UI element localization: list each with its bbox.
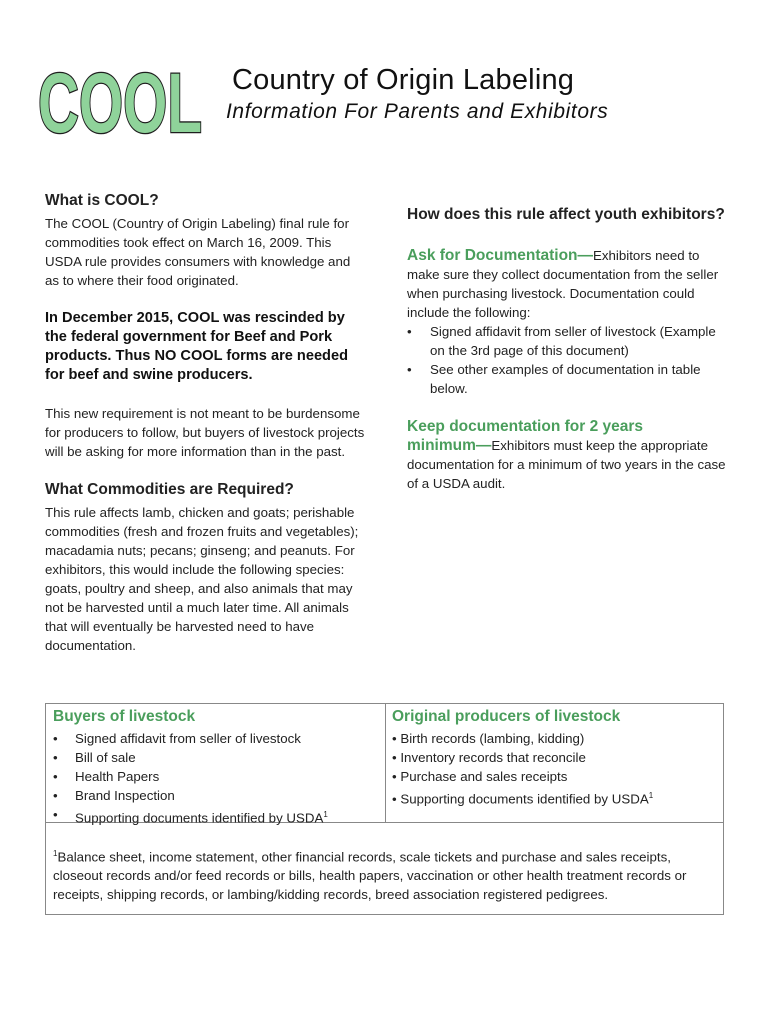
buyers-list [53, 729, 378, 827]
rescinded-notice: In December 2015, COOL was rescinded by the federal government for Beef and Pork products. Thus NO COOL forms are needed for beef and swine producers. [45, 310, 349, 383]
keep-documentation-label: Keep documentation for 2 years [407, 418, 644, 435]
documentation-table [45, 703, 724, 915]
keep-documentation-body: Exhibitors must keep the appropriate documentation for a minimum of two years in the case of a USDA audit. [407, 438, 726, 491]
footnote-mark: 1 [53, 849, 58, 858]
footnote [53, 844, 718, 904]
commodities-heading: What Commodities are Required? [45, 481, 294, 498]
list-item: • Birth records (lambing, kidding) [392, 731, 585, 746]
left-column [45, 192, 367, 655]
list-item: • Health Papers [53, 769, 160, 784]
list-item: • See other examples of documentation in table below. [407, 362, 701, 396]
ask-documentation-para [407, 246, 732, 322]
cool-logo [36, 56, 206, 150]
requirement-body: This new requirement is not meant to be burdensome for producers to follow, but buyers of livestock projects will be asking for more information than in the past. [45, 406, 365, 459]
keep-documentation-para [407, 417, 732, 493]
commodities-body: This rule affects lamb, chicken and goats; perishable commodities (fresh and frozen fruits and vegetables); macadamia nuts; pecans; ginseng; and peanuts. For exhibitors, this would include the following species: goats, poultry and sheep, and also animals that may not be harvested until a much later time. All animals that will eventually be harvested need to have documentation. [45, 505, 359, 653]
list-item: • Supporting documents identified by USDA$^1$ [53, 807, 328, 826]
youth-exhibitors-heading: How does this rule affect youth exhibitors? [407, 206, 725, 223]
list-item: • Purchase and sales receipts [392, 769, 568, 784]
producers-cell [392, 708, 717, 808]
footnote-text: Balance sheet, income statement, other financial records, scale tickets and purchase and sales receipts, closeout records and/or feed records or bills, health papers, vaccination or other health treatment records or receipts, shipping records, or lambing/kidding records, breed association registered pedigrees. [53, 849, 687, 903]
table-divider-vertical [385, 704, 386, 822]
ask-documentation-label: Ask for Documentation— [407, 247, 594, 264]
right-column [407, 206, 732, 493]
what-is-cool-heading: What is COOL? [45, 192, 159, 209]
ask-documentation-body: Exhibitors need to make sure they collect documentation from the seller when purchasing livestock. Documentation could include the following: [407, 248, 719, 320]
keep-documentation-label-2: minimum— [407, 437, 492, 454]
list-item: • Bill of sale [53, 750, 136, 765]
ask-documentation-list [407, 322, 732, 398]
list-item: • Signed affidavit from seller of livestock (Example on the 3rd page of this document) [407, 324, 716, 358]
logo-text: COOL [38, 56, 202, 150]
list-item: • Inventory records that reconcile [392, 750, 586, 765]
list-item: • Signed affidavit from seller of livestock [53, 731, 301, 746]
buyers-heading: Buyers of livestock [53, 708, 196, 725]
buyers-cell [53, 708, 378, 827]
producers-list [392, 729, 717, 808]
list-item: • Brand Inspection [53, 788, 175, 803]
list-item: • Supporting documents identified by USDA$^1$ [392, 791, 654, 807]
what-is-cool-body: The COOL (Country of Origin Labeling) final rule for commodities took effect on March 16, 2009. This USDA rule provides consumers with knowledge and as to where their food originated. [45, 216, 351, 288]
producers-heading: Original producers of livestock [392, 708, 621, 725]
page-subtitle: Information For Parents and Exhibitors [226, 100, 609, 123]
page-title: Country of Origin Labeling [232, 64, 575, 96]
